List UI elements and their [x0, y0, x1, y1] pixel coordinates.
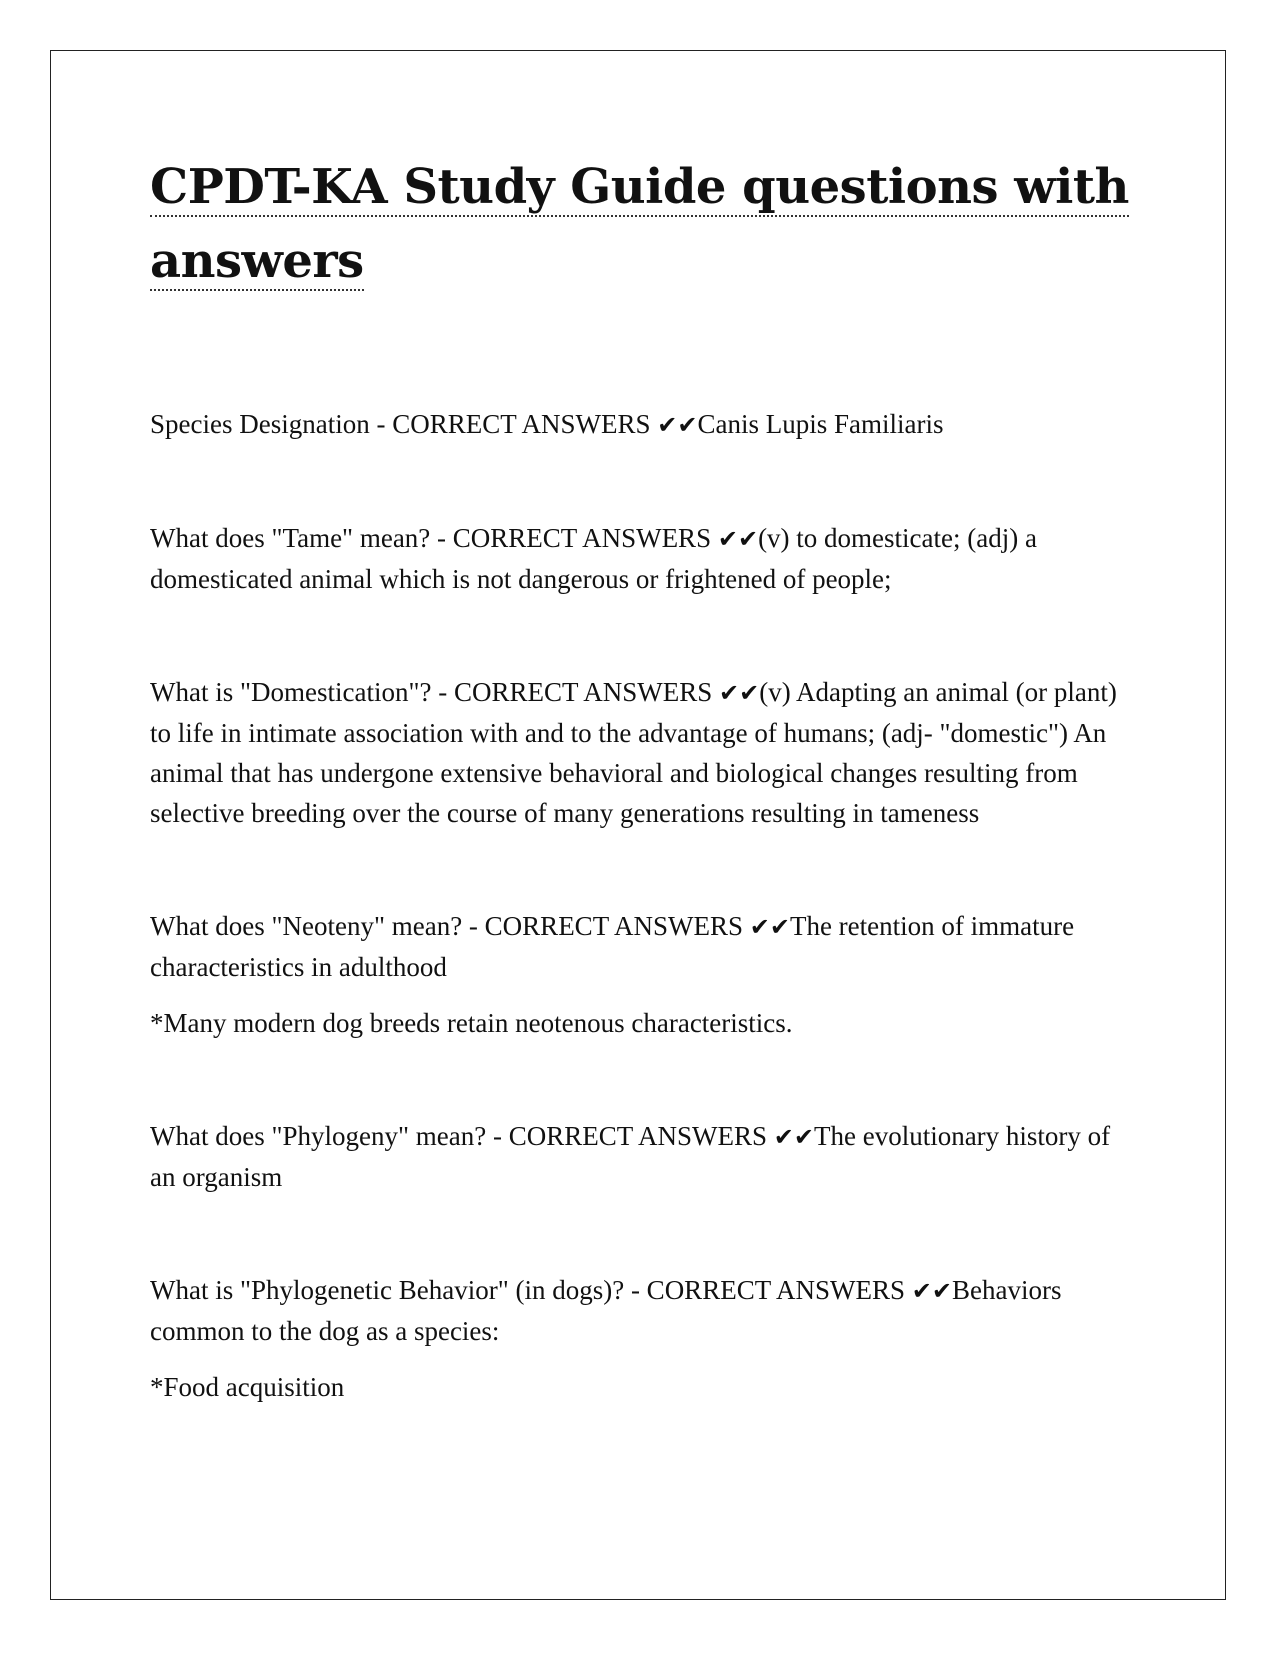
qa-list — [150, 404, 1140, 1407]
check-mark-icon: ✔✔ — [911, 1277, 952, 1305]
qa-text — [150, 404, 1140, 445]
question-text: What does "Tame" mean? - CORRECT ANSWERS — [150, 523, 718, 553]
question-text: What does "Neoteny" mean? - CORRECT ANSWERS — [150, 911, 750, 941]
check-mark-icon: ✔✔ — [719, 679, 760, 707]
qa-text — [150, 518, 1140, 599]
answer-text: (v) to domesticate; (adj) a domesticated animal which is not dangerous or frightened of people; — [150, 523, 1037, 594]
check-mark-icon: ✔✔ — [717, 525, 759, 553]
qa-note: *Food acquisition — [150, 1372, 345, 1402]
document-title: CPDT-KA Study Guide questions with answers — [150, 159, 1129, 289]
qa-item-phylogeny — [150, 1116, 1140, 1197]
qa-text — [150, 1270, 1140, 1351]
answer-text: Canis Lupis Familiaris — [697, 409, 944, 439]
question-text: What does "Phylogeny" mean? - CORRECT ANSWERS — [150, 1121, 774, 1151]
check-mark-icon: ✔✔ — [657, 411, 698, 439]
document-body — [150, 150, 1140, 1480]
qa-text — [150, 1116, 1140, 1197]
qa-item-neoteny — [150, 906, 1140, 1043]
question-text: What is "Domestication"? - CORRECT ANSWERS — [150, 677, 720, 707]
check-mark-icon: ✔✔ — [773, 1123, 814, 1151]
qa-note: *Many modern dog breeds retain neotenous characteristics. — [150, 1008, 793, 1038]
question-text: Species Designation - CORRECT ANSWERS — [150, 409, 658, 439]
answer-text: The retention of immature characteristics in adulthood — [150, 911, 1075, 982]
qa-text — [150, 906, 1140, 987]
answer-text: Behaviors common to the dog as a species: — [150, 1275, 1062, 1346]
qa-item-phylogenetic-behavior — [150, 1270, 1140, 1407]
check-mark-icon: ✔✔ — [749, 913, 790, 941]
qa-item-species-designation — [150, 404, 1140, 445]
answer-text: The evolutionary history of an organism — [150, 1121, 1111, 1192]
qa-text — [150, 672, 1140, 833]
qa-item-tame — [150, 518, 1140, 599]
answer-text: (v) Adapting an animal (or plant) to life in intimate association with and to the advantage of humans; (adj- "domestic") An animal that has undergone extensive behavioral and biological changes resulting from selective breeding over the course of many generations resulting in tameness — [150, 677, 1117, 828]
qa-item-domestication — [150, 672, 1140, 833]
question-text: What is "Phylogenetic Behavior" (in dogs)? - CORRECT ANSWERS — [150, 1275, 912, 1305]
